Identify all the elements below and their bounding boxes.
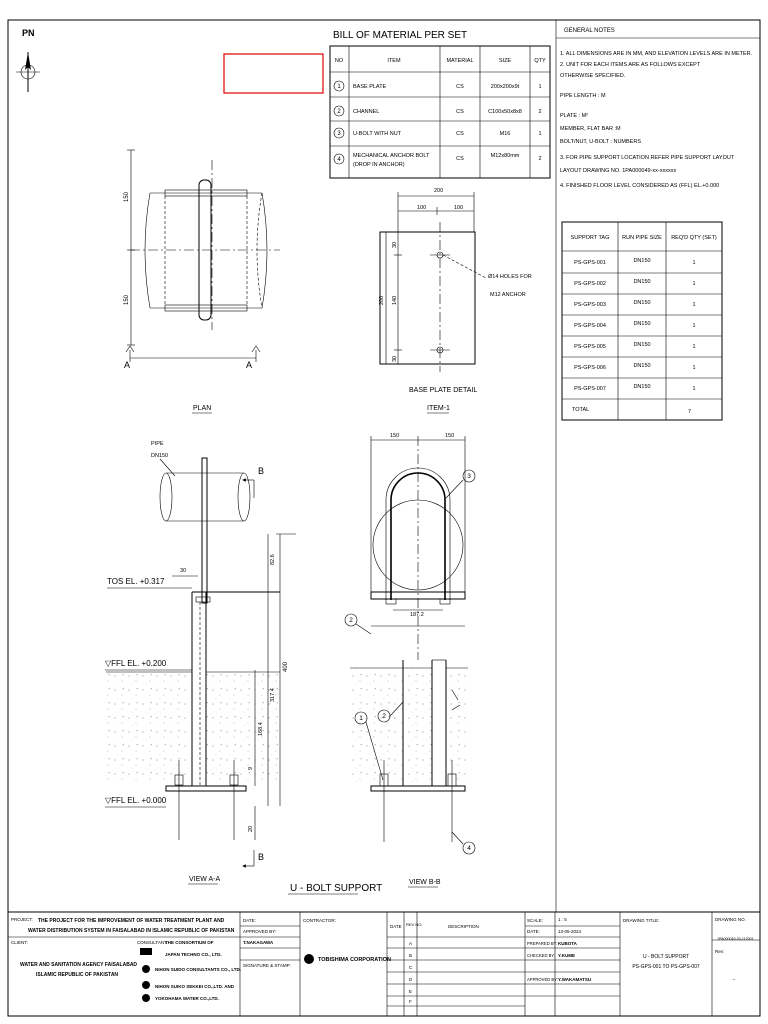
plate-dim-mid: 140: [392, 295, 398, 305]
balloon-2-upper: [345, 614, 371, 634]
support-tag: PS-GPS-001: [574, 260, 606, 266]
dim-1684: 168.4: [258, 722, 264, 736]
bom-size: 200x200x9t: [490, 84, 520, 90]
bb-dim-left: 150: [390, 433, 400, 439]
plan-dim-bottom: 150: [124, 294, 130, 305]
section-b-top: B: [258, 466, 265, 476]
support-table: [562, 222, 722, 420]
support-total-label: TOTAL: [572, 407, 590, 413]
note-line: BOLT/NUT, U-BOLT : NUMBERS: [560, 139, 641, 145]
support-qty: 1: [692, 365, 696, 371]
checked-value: Y.KUME: [558, 953, 576, 958]
rev-entry: B: [409, 953, 413, 958]
bom-item: CHANNEL: [353, 109, 380, 115]
bom-header-material: MATERIAL: [446, 58, 474, 64]
date-label: DATE:: [243, 918, 256, 923]
section-a-right: A: [246, 360, 253, 370]
support-qty: 1: [692, 281, 696, 287]
note-line: 4. FINISHED FLOOR LEVEL CONSIDERED AS (FFL) EL.+0.000: [560, 183, 720, 189]
support-tag: PS-GPS-006: [574, 365, 606, 371]
svg-text:3: 3: [467, 473, 471, 480]
bom-qty: 1: [538, 84, 542, 90]
drawing-title-1: U - BOLT SUPPORT: [642, 954, 690, 960]
bom-row: [334, 81, 542, 91]
plate-dim-bottom: 30: [392, 355, 398, 362]
view-bb-label: VIEW B-B: [409, 879, 441, 886]
ywc-logo-icon: [142, 994, 150, 1002]
scale-label: SCALE:: [527, 918, 544, 923]
dim-400: 400: [283, 661, 289, 672]
plate-dim-half-right: 100: [454, 205, 464, 211]
svg-text:4: 4: [467, 845, 471, 852]
svg-text:2: 2: [349, 617, 353, 624]
note-line: OTHERWISE SPECIFIED.: [560, 73, 626, 79]
bom-header-item: ITEM: [387, 58, 401, 64]
rev-entry: F: [409, 999, 412, 1004]
rev-no-label: REV NO.: [406, 922, 423, 927]
bom-size: C100x50x8x8: [488, 109, 522, 115]
plate-label-1: BASE PLATE DETAIL: [409, 387, 478, 394]
base-plate-detail: [379, 188, 532, 413]
bom-title: BILL OF MATERIAL PER SET: [333, 30, 468, 41]
consultant-label: CONSULTANT:: [137, 940, 168, 945]
support-qty: 1: [692, 386, 696, 392]
balloon-4: [452, 832, 475, 854]
support-tag: PS-GPS-007: [574, 386, 606, 392]
bom-no: 3: [337, 131, 341, 137]
description-label: DESCRIPTION: [448, 924, 479, 929]
plan-label: PLAN: [193, 405, 212, 412]
note-line: MEMBER, FLAT BAR :M: [560, 126, 621, 132]
note-line: PIPE LENGTH : M: [560, 93, 606, 99]
hole-note-2: M12 ANCHOR: [490, 292, 526, 298]
consultant-line-5: YOKOHAMA WATER CO.,LTD.: [155, 996, 219, 1001]
support-size: DN150: [633, 342, 651, 348]
ffl-elevation-1: ▽FFL EL. +0.200: [105, 659, 167, 668]
rev-entry: E: [409, 989, 413, 994]
project-line-1: THE PROJECT FOR THE IMPROVEMENT OF WATER TREATMENT PLANT AND: [38, 918, 225, 924]
support-size: DN150: [633, 384, 651, 390]
prepared-value: KUBOTA: [558, 941, 577, 946]
nss-logo-icon: [142, 981, 150, 989]
drawing-title-label: DRAWING TITLE:: [623, 918, 660, 923]
red-markup-box: [224, 54, 323, 93]
bom-item: U-BOLT WITH NUT: [353, 131, 402, 137]
nsc-logo-icon: [142, 965, 150, 973]
rev-entry: C: [409, 965, 413, 970]
dim-30: 30: [180, 568, 187, 574]
view-bb: [345, 433, 475, 887]
support-qty: 1: [692, 260, 696, 266]
tos-elevation: TOS EL. +0.317: [107, 577, 165, 586]
support-size: DN150: [633, 300, 651, 306]
support-size: DN150: [633, 279, 651, 285]
prepared-label: PREPARED BY:: [527, 941, 558, 946]
main-title: U - BOLT SUPPORT: [290, 883, 383, 894]
plate-dim-top: 30: [392, 241, 398, 248]
bom-size: M16: [499, 131, 511, 137]
note-line: 2. UNIT FOR EACH ITEMS ARE AS FOLLOWS EXCEPT: [560, 62, 701, 68]
note-line: PLATE : M²: [560, 113, 589, 119]
bom-no: 4: [337, 157, 341, 163]
signature-label: SIGNATURE & STAMP:: [243, 963, 291, 968]
rev-entry: D: [409, 977, 413, 982]
bom-header-no: NO: [334, 58, 344, 64]
bb-dim-right: 150: [445, 433, 455, 439]
client-line-1: WATER AND SANITATION AGENCY FAISALABAD: [20, 962, 138, 968]
support-tag: PS-GPS-002: [574, 281, 606, 287]
approved-label: APPROVED BY:: [243, 929, 277, 934]
bom-qty: 1: [538, 131, 542, 137]
bb-dim-1872: 187.2: [410, 612, 424, 618]
support-total-value: 7: [688, 409, 692, 415]
pipe-label-1: PIPE: [151, 441, 164, 447]
view-aa-label: VIEW A-A: [189, 876, 221, 883]
drawing-no-label: DRAWING NO.: [715, 917, 746, 922]
support-tag: PS-GPS-004: [574, 323, 606, 329]
plate-dim-height: 200: [379, 295, 385, 305]
plate-label-2: ITEM-1: [427, 405, 450, 412]
dim-826: 82.6: [270, 554, 276, 565]
support-tag: PS-GPS-005: [574, 344, 606, 350]
hole-note-1: Ø14 HOLES FOR: [488, 274, 532, 280]
svg-text:2: 2: [382, 713, 386, 720]
tobishima-logo-icon: [304, 954, 314, 964]
rev-value: -: [733, 977, 735, 983]
date-value: 13-05-2024: [558, 929, 582, 934]
rev-date-label: DATE: [390, 924, 402, 929]
bom-row: [334, 128, 542, 138]
bom-no: 1: [337, 84, 341, 90]
support-size: DN150: [633, 363, 651, 369]
north-arrow-icon: [16, 52, 40, 92]
support-tag: PS-GPS-003: [574, 302, 606, 308]
plate-dim-half-left: 100: [417, 205, 427, 211]
title-block: [8, 912, 760, 1016]
bom-header-qty: QTY: [534, 58, 546, 64]
consultant-line-1: THE CONSORTIUM OF: [165, 940, 214, 945]
bom-item: BASE PLATE: [353, 84, 387, 90]
general-notes: [556, 28, 760, 189]
rev-entry: A: [409, 941, 413, 946]
notes-title: GENERAL NOTES: [564, 28, 615, 34]
support-qty: 1: [692, 344, 696, 350]
drawing-no: 1PA000049-03-112001: [717, 937, 754, 941]
rev-short-label: Rev:: [715, 949, 725, 954]
contractor-name: TOBISHIMA CORPORATION: [318, 957, 391, 963]
bom-item: MECHANICAL ANCHOR BOLT: [353, 153, 430, 159]
bom-item-2: (DROP IN ANCHOR): [353, 162, 405, 168]
note-line: LAYOUT DRAWING NO. 1PA000049-xx-xxxxxx: [560, 168, 677, 174]
note-line: 1. ALL DIMENSIONS ARE IN MM, AND ELEVATION LEVELS ARE IN METER.: [560, 51, 753, 57]
date2-label: DATE:: [527, 929, 540, 934]
section-a-left: A: [124, 360, 131, 370]
client-line-2: ISLAMIC REPUBLIC OF PAKISTAN: [36, 972, 119, 978]
consultant-line-4: NIHON SUIKO SEKKEI CO.,LTD. AND: [155, 984, 235, 989]
plan-dim-top: 150: [124, 191, 130, 202]
bom-table: [330, 46, 550, 178]
plan-view: [124, 150, 280, 413]
balloon-3: [446, 470, 475, 498]
bom-row: [334, 153, 542, 168]
jtc-logo-icon: [140, 948, 152, 955]
pn-label: PN: [22, 28, 35, 38]
bom-header-size: SIZE: [498, 58, 512, 64]
project-label: PROJECT:: [11, 917, 33, 922]
project-line-2: WATER DISTRIBUTION SYSTEM IN FAISALABAD IN ISLAMIC REPUBLIC OF PAKISTAN: [28, 928, 235, 934]
support-qty: 1: [692, 323, 696, 329]
support-header-qty: REQ'D QTY (SET): [671, 235, 717, 241]
ffl-elevation-2: ▽FFL EL. +0.000: [105, 796, 167, 805]
approved2-value: Y.WAKAMATSU: [558, 977, 592, 982]
dim-9: 9: [248, 766, 254, 770]
bom-no: 2: [337, 109, 341, 115]
bom-qty: 2: [538, 156, 542, 162]
section-b-bottom: B: [258, 852, 265, 862]
view-aa: [105, 441, 296, 884]
pipe-label-2: DN150: [151, 453, 169, 459]
drawing-title-2: PS-GPS-001 TO PS-GPS-007: [632, 964, 700, 970]
bom-material: CS: [456, 84, 464, 90]
contractor-label: CONTRACTOR:: [303, 918, 336, 923]
support-header-size: RUN PIPE SIZE: [622, 235, 662, 241]
bom-row: [334, 106, 542, 116]
checked-label: CHECKED BY:: [527, 953, 556, 958]
support-size: DN150: [633, 258, 651, 264]
support-size: DN150: [633, 321, 651, 327]
scale-value: 1 : 5: [558, 917, 567, 922]
dim-3174: 317.4: [270, 688, 276, 702]
client-label: CLIENT:: [11, 940, 28, 945]
consultant-line-3: NIHON SUIDO CONSULTANTS CO., LTD.: [155, 967, 241, 972]
bom-material: CS: [456, 131, 464, 137]
support-header-tag: SUPPORT TAG: [570, 235, 610, 241]
consultant-line-2: JAPAN TECHNO CO., LTD.: [165, 952, 222, 957]
bom-qty: 2: [538, 109, 542, 115]
approved2-label: APPROVED BY:: [527, 977, 558, 982]
svg-text:1: 1: [359, 715, 363, 722]
approved-value: T.NAKAGAWA: [243, 940, 274, 945]
dim-20: 20: [248, 825, 254, 832]
note-line: 3. FOR PIPE SUPPORT LOCATION REFER PIPE SUPPORT LAYOUT: [560, 155, 735, 161]
bom-size: M12x80mm: [490, 153, 520, 159]
bom-material: CS: [456, 109, 464, 115]
support-qty: 1: [692, 302, 696, 308]
bom-material: CS: [456, 156, 464, 162]
plate-dim-width: 200: [434, 188, 444, 194]
